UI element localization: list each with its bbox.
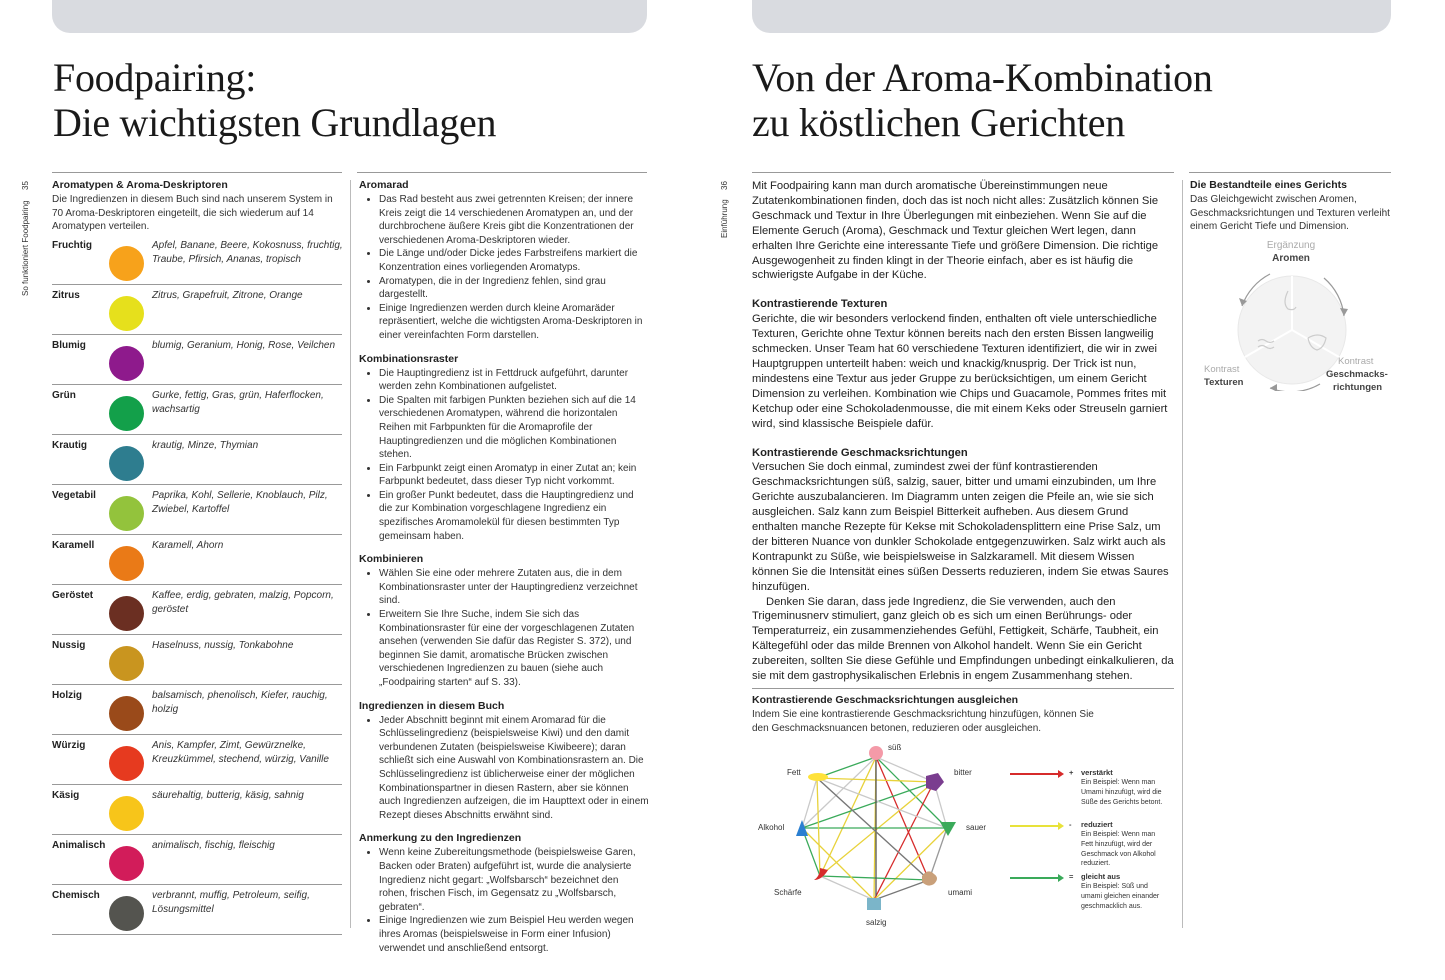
- legend-sign: -: [1069, 820, 1072, 829]
- dish-components-diagram: [1195, 238, 1395, 398]
- left-right-column: [359, 179, 649, 965]
- aroma-section-intro: [52, 179, 344, 234]
- bullet-item: • Einige Ingredienzen werden durch kleine Aromaräder repräsentiert, welche die wichtigsten Aroma-Deskriptoren in einer vereinfachten Form darstellen.: [379, 302, 649, 343]
- aroma-type-row: [52, 384, 342, 435]
- aroma-type-row: [52, 284, 342, 335]
- label-fett: Fett: [787, 768, 801, 777]
- label-bitter: bitter: [954, 768, 972, 777]
- aroma-type-name: Karamell: [52, 540, 95, 551]
- legend-arrow: [1010, 773, 1060, 775]
- aroma-type-descriptors: blumig, Geranium, Honig, Rose, Veilchen: [152, 340, 336, 351]
- aroma-type-descriptors: verbrannt, muffig, Petroleum, seifig, Lösungsmittel: [152, 890, 310, 915]
- aroma-type-name: Grün: [52, 390, 76, 401]
- legend-text: Ein Beispiel: Wenn man Umami hinzufügt, wird die Süße des Gerichts betont.: [1081, 779, 1163, 806]
- sidebar-text: Das Gleichgewicht zwischen Aromen, Geschmacksrichtungen und Texturen verleiht einem Gericht Tiefe und Dimension.: [1190, 194, 1390, 233]
- right-running-head: Einführung: [720, 199, 729, 238]
- diagram-erg-label: Ergänzung: [1266, 240, 1316, 251]
- aroma-color-dot: [109, 846, 144, 881]
- aroma-type-row: [52, 784, 342, 835]
- bullet-list: [359, 193, 649, 343]
- aroma-color-dot: [109, 896, 144, 931]
- aroma-color-dot: [109, 546, 144, 581]
- section-heading: Kombinieren: [359, 553, 424, 566]
- diagram-kontrast-left-2: Texturen: [1204, 377, 1244, 388]
- aroma-type-name: Blumig: [52, 340, 86, 351]
- aroma-type-row: [52, 434, 342, 485]
- aroma-type-name: Geröstet: [52, 590, 94, 601]
- left-running-head: So funktioniert Foodpairing: [21, 200, 30, 296]
- balance-section: [752, 694, 1172, 735]
- bullet-item: • Ein großer Punkt bedeutet, dass die Hauptingredienz und die zur Kombination vorgeschlagene Ingredienz ein spezifisches Aromamolekül für diesen bestimmten Typ gemeinsam haben.: [379, 489, 649, 543]
- bullet-item: • Die Länge und/oder Dicke jedes Farbstreifens markiert die Konzentration eines vorliegenden Aromatyps.: [379, 247, 649, 274]
- aroma-type-name: Würzig: [52, 740, 86, 751]
- label-sauer: sauer: [966, 823, 987, 832]
- aroma-color-dot: [109, 796, 144, 831]
- right-title-line1: Von der Aroma-Kombination: [752, 55, 1213, 100]
- left-title-line2: Die wichtigsten Grundlagen: [53, 100, 497, 145]
- legend-arrow-head: [1058, 770, 1064, 778]
- right-page-number: 36: [720, 181, 729, 190]
- aroma-color-dot: [109, 296, 144, 331]
- legend-title: verstärkt: [1081, 768, 1113, 777]
- label-umami: umami: [948, 888, 973, 897]
- right-header-tab: [752, 0, 1391, 33]
- aroma-color-dot: [109, 596, 144, 631]
- aroma-color-dot: [109, 646, 144, 681]
- right-column-divider: [1182, 180, 1183, 928]
- aroma-color-dot: [109, 396, 144, 431]
- aroma-type-name: Animalisch: [52, 840, 106, 851]
- legend-arrow: [1010, 877, 1060, 879]
- aroma-color-dot: [109, 346, 144, 381]
- aroma-type-descriptors: Zitrus, Grapefruit, Zitrone, Orange: [152, 290, 303, 301]
- aroma-color-dot: [109, 246, 144, 281]
- aroma-type-descriptors: krautig, Minze, Thymian: [152, 440, 259, 451]
- aroma-type-row: [52, 634, 342, 685]
- aroma-type-name: Holzig: [52, 690, 82, 701]
- sidebar-heading: Die Bestandteile eines Gerichts: [1190, 179, 1347, 191]
- aroma-type-name: Zitrus: [52, 290, 80, 301]
- right-main-text: [752, 179, 1174, 684]
- right-top-rule-a: [752, 172, 1174, 173]
- aroma-type-name: Käsig: [52, 790, 80, 801]
- aroma-section-intro-text: Die Ingredienzen in diesem Buch sind nach unserem System in 70 Aroma-Deskriptoren eingeteilt, die sich wiederum auf 14 Aromatypen verteilen.: [52, 194, 333, 233]
- legend-sign: +: [1069, 768, 1074, 777]
- section-heading: Aromarad: [359, 179, 409, 191]
- label-scharfe: Schärfe: [774, 888, 802, 897]
- right-title-line2: zu köstlichen Gerichten: [752, 100, 1125, 145]
- aroma-type-row: [52, 484, 342, 535]
- left-title-line1: Foodpairing:: [53, 55, 257, 100]
- aroma-type-row: [52, 884, 342, 935]
- sidebar: [1190, 179, 1395, 234]
- aroma-type-row: [52, 734, 342, 785]
- aroma-type-descriptors: Gurke, fettig, Gras, grün, Haferflocken, wachsartig: [152, 390, 324, 415]
- textures-heading: Kontrastierende Texturen: [752, 298, 888, 311]
- right-title: [752, 55, 1392, 145]
- aroma-type-name: Nussig: [52, 640, 86, 651]
- aroma-type-name: Fruchtig: [52, 240, 92, 251]
- left-top-rule-a: [52, 172, 342, 173]
- diagram-kontrast-right-1: Kontrast: [1338, 356, 1374, 367]
- bullet-item: • Jeder Abschnitt beginnt mit einem Aromarad für die Schlüsselingredienz (beispielsweise Kiwi) und den damit verbundenen Zutaten (beispielsweise Kiwibeere); daran schließt sich eine Auswahl von Kombinationsrastern an. Die Schlüsselingredienz ist üblicherweise einer der möglichen Kombinationspartner in diesen Rastern, aber sie können auch Ingredienzen aufzeigen, die im Haupttext oder in einem Rezept dieses Abschnitts erwähnt sind.: [379, 714, 649, 823]
- bullet-list: [359, 846, 649, 955]
- aroma-color-dot: [109, 496, 144, 531]
- balance-top-rule: [752, 688, 1174, 689]
- bullet-list: [359, 714, 649, 823]
- aroma-type-descriptors: balsamisch, phenolisch, Kiefer, rauchig, holzig: [152, 690, 328, 715]
- section-heading: Kombinationsraster: [359, 352, 459, 365]
- aroma-color-dot: [109, 446, 144, 481]
- bullet-item: • Aromatypen, die in der Ingredienz fehlen, sind grau dargestellt.: [379, 275, 649, 302]
- legend-text: Ein Beispiel: Süß und umami gleichen einander geschmacklich aus.: [1081, 883, 1160, 910]
- tastes-paragraph-2: Denken Sie daran, dass jede Ingredienz, die Sie verwenden, auch den Trigeminusnerv stimuliert, ganz gleich ob es sich um einen Berührungs- oder Temperaturreiz, ein zusammenziehendes Gefühl, Fettigkeit, Schärfe, Taubheit, ein Kältegefühl oder das milde Brennen von Alkohol handelt. Wenn Sie ein Gericht zubereiten, sollten Sie diese Gefühle und Empfindungen unbedingt einkalkulieren, da sie mit dem gastrophysikalischen Erlebnis in engem Zusammenhang stehen.: [752, 595, 1174, 683]
- aroma-type-descriptors: Karamell, Ahorn: [152, 540, 224, 551]
- section-heading: Anmerkung zu den Ingredienzen: [359, 832, 522, 845]
- bullet-item: • Ein Farbpunkt zeigt einen Aromatyp in einer Zutat an; kein Farbpunkt bedeutet, dass dieser Typ nicht vorkommt.: [379, 462, 649, 489]
- diagram-kontrast-right-2: Geschmacks-: [1326, 369, 1388, 380]
- balance-text: Indem Sie eine kontrastierende Geschmacksrichtung hinzufügen, können Sie den Geschmacksnuancen betonen, reduzieren oder ausgleichen.: [752, 709, 1094, 734]
- legend-title: reduziert: [1081, 820, 1113, 829]
- legend-text: Ein Beispiel: Wenn man Fett hinzufügt, wird der Geschmack von Alkohol reduziert.: [1081, 831, 1156, 868]
- bullet-item: • Die Hauptingredienz ist in Fettdruck aufgeführt, darunter werden zehn Kombinationen aufgelistet.: [379, 367, 649, 394]
- diagram-kontrast-left-1: Kontrast: [1204, 364, 1240, 375]
- left-top-rule-b: [357, 172, 647, 173]
- aroma-type-descriptors: Apfel, Banane, Beere, Kokosnuss, fruchtig, Traube, Pfirsich, Ananas, tropisch: [152, 240, 343, 265]
- label-suss: süß: [888, 743, 902, 752]
- aroma-type-name: Krautig: [52, 440, 87, 451]
- left-column-divider: [350, 180, 351, 928]
- legend-sign: =: [1069, 872, 1074, 881]
- aroma-type-name: Chemisch: [52, 890, 100, 901]
- aroma-type-row: [52, 334, 342, 385]
- aroma-type-row: [52, 584, 342, 635]
- bullet-item: • Die Spalten mit farbigen Punkten beziehen sich auf die 14 verschiedenen Aromatypen, während die horizontalen Reihen mit Farbpunkten für die Aromaprofile der Hauptingredienzen und die möglichen Kombinationen stehen.: [379, 394, 649, 462]
- aroma-type-descriptors: Haselnuss, nussig, Tonkabohne: [152, 640, 294, 651]
- intro-paragraph: Mit Foodpairing kann man durch aromatische Übereinstimmungen neue Zutatenkombinationen finden, doch das ist noch nicht alles: Zusätzlich können Sie Geschmack und Textur in Ihre Überlegungen mit einbeziehen. Wenn Sie auf die Elemente Geruch (Aroma), Geschmack und Textur gleichen Wert legen, dann erhalten Ihre Gerichte eine interessante Tiefe und größere Dimension. Die richtige Ausgewogenheit zu finden klingt in der Theorie einfach, aber es ist häufig die schwierigste Aufgabe in der Küche.: [752, 180, 1159, 282]
- legend-arrow: [1010, 825, 1060, 827]
- legend-title: gleicht aus: [1081, 872, 1121, 881]
- aroma-type-row: [52, 684, 342, 735]
- aroma-type-descriptors: säurehaltig, butterig, käsig, sahnig: [152, 790, 304, 801]
- aroma-section-heading: Aromatypen & Aroma-Deskriptoren: [52, 179, 228, 191]
- aroma-type-descriptors: animalisch, fischig, fleischig: [152, 840, 275, 851]
- tastes-heading: Kontrastierende Geschmacksrichtungen: [752, 446, 968, 459]
- bullet-item: • Das Rad besteht aus zwei getrennten Kreisen; der innere Kreis zeigt die 14 verschiedenen Aromatypen an, und der durchbrochene äußere Kreis gibt die Konzentrationen der verschiedenen Aroma-Deskriptoren wieder.: [379, 193, 649, 247]
- section-heading: Ingredienzen in diesem Buch: [359, 699, 505, 712]
- label-salzig: salzig: [866, 918, 887, 927]
- label-alkohol: Alkohol: [758, 823, 785, 832]
- aroma-color-dot: [109, 746, 144, 781]
- aroma-type-descriptors: Paprika, Kohl, Sellerie, Knoblauch, Pilz, Zwiebel, Kartoffel: [152, 490, 328, 515]
- aroma-type-row: [52, 834, 342, 885]
- bullet-item: • Erweitern Sie Ihre Suche, indem Sie sich das Kombinationsraster für eine der vorgeschlagenen Zutaten ansehen (verwenden Sie dafür das Register S. 372), und beginnen Sie damit, aromatische Brücken zwischen verschiedenen Ingredienzen zu bauen (siehe auch „Foodpairing starten“ auf S. 33).: [379, 608, 649, 690]
- left-header-tab: [52, 0, 647, 33]
- right-top-rule-b: [1189, 172, 1391, 173]
- aroma-type-descriptors: Anis, Kampfer, Zimt, Gewürznelke, Kreuzkümmel, stechend, würzig, Vanille: [152, 740, 329, 765]
- diagram-aromen-label: Aromen: [1272, 253, 1310, 264]
- bullet-item: • Wenn keine Zubereitungsmethode (beispielsweise Garen, Backen oder Braten) aufgeführt ist, wurde die analysierte Ingredienz nicht gegart: „Wolfsbarsch“ bezeichnet den rohen, frischen Fisch, im Gegensatz zu „Wolfsbarsch, gebraten“.: [379, 846, 649, 914]
- bullet-list: [359, 367, 649, 544]
- tastes-paragraph-1: Versuchen Sie doch einmal, zumindest zwei der fünf kontrastierenden Geschmacksrichtungen süß, salzig, sauer, bitter und umami einzubinden, um Ihre Gerichte auszubalancieren. Im Diagramm unten zeigen die Pfeile an, wie sie sich ausgleichen. Salz kann zum Beispiel Bitterkeit aufheben. Aus diesem Grund enthalten manche Rezepte für Kekse mit Schokoladensplittern eine Prise Salz, um der bitteren Nuance von dunkler Schokolade entgegenzuwirken. Salz wirkt auch als Kontrapunkt zu Süße, wie beispielsweise in Salzkaramell. Mit diesem Wissen können Sie die Intensität eines süßen Desserts reduzieren, indem Sie etwas Saures hinzufügen.: [752, 461, 1169, 593]
- legend-arrow-head: [1058, 874, 1064, 882]
- balance-heading: Kontrastierende Geschmacksrichtungen ausgleichen: [752, 694, 1019, 706]
- left-page-number: 35: [21, 181, 30, 190]
- aroma-type-descriptors: Kaffee, erdig, gebraten, malzig, Popcorn, geröstet: [152, 590, 334, 615]
- aroma-type-name: Vegetabil: [52, 490, 96, 501]
- bullet-item: • Einige Ingredienzen wie zum Beispiel Heu werden wegen ihres Aromas (beispielsweise in Form einer Infusion) verwendet und anschließend entsorgt.: [379, 914, 649, 955]
- bullet-list: [359, 567, 649, 689]
- aroma-color-dot: [109, 696, 144, 731]
- aroma-type-row: [52, 234, 342, 285]
- left-title: [53, 55, 653, 145]
- textures-paragraph: Gerichte, die wir besonders verlockend finden, enthalten oft viele unterschiedliche Texturen, Gerichte ohne Textur können bereits nach den ersten Bissen langweilig schmecken. Unser Team hat 60 verschiedene Texturen identifiziert, die wir in zwei Hauptgruppen unterteilt haben: weich und knackig/knusprig. Der Trick ist nun, mindestens eine Textur aus jeder Gruppe zu berücksichtigen, um einem Gericht Dimension zu verleihen. Kombination wie Chips und Guacamole, Pommes frites mit Ketchup oder eine Schokoladenmousse, die mit einem Keks oder Streuseln garniert wird, sind klassische Beispiele dafür.: [752, 313, 1168, 430]
- legend-arrow-head: [1058, 822, 1064, 830]
- aroma-type-row: [52, 534, 342, 585]
- diagram-kontrast-right-3: richtungen: [1333, 382, 1383, 393]
- bullet-item: • Wählen Sie eine oder mehrere Zutaten aus, die in dem Kombinationsraster unter der Hauptingredienz verzeichnet sind.: [379, 567, 649, 608]
- taste-balance-diagram: [752, 736, 1012, 930]
